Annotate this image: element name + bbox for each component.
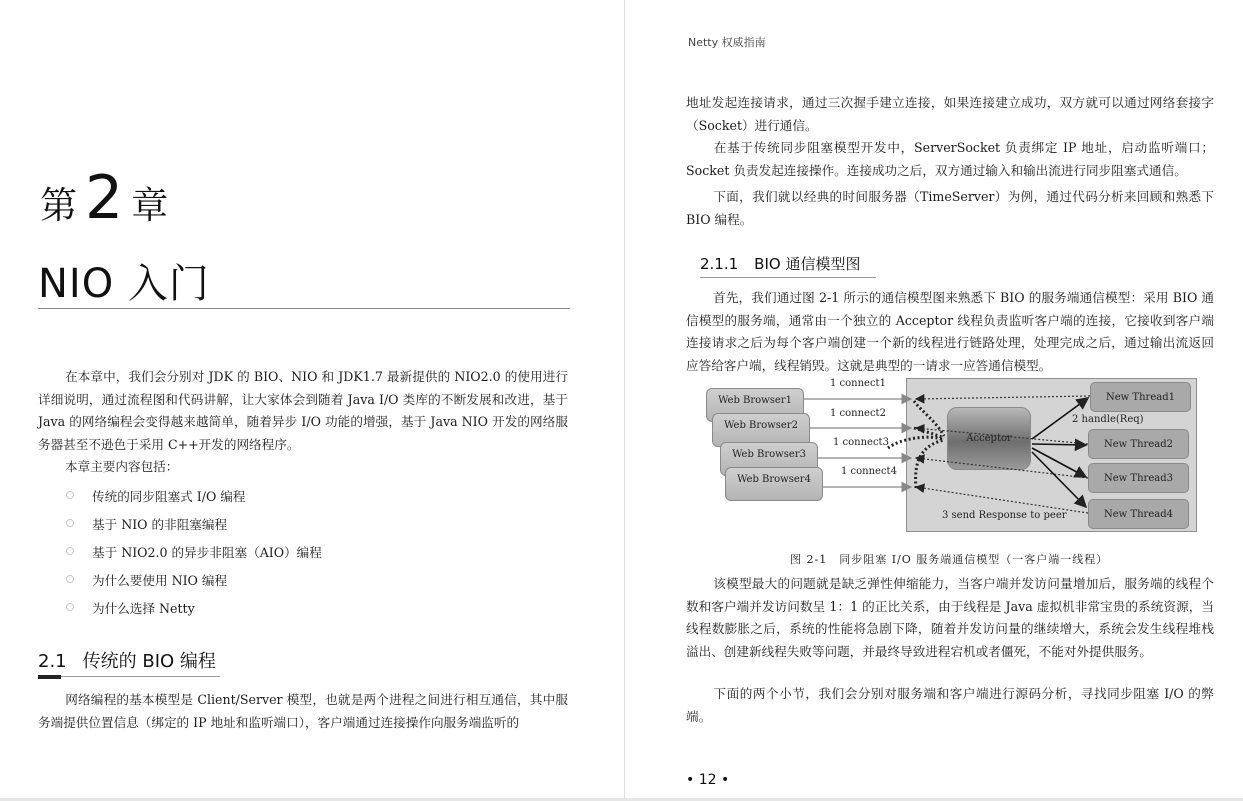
section-paragraph — [38, 689, 568, 734]
contents-intro — [38, 456, 568, 479]
paragraph-1-text: 地址发起连接请求，通过三次握手建立连接，如果连接建立成功，双方就可以通过网络套接字（Socket）进行通信。 — [686, 95, 1214, 133]
section-paragraph-text: 网络编程的基本模型是 Client/Server 模型，也就是两个进程之间进行相互通信，其中服务端提供位置信息（绑定的 IP 地址和监听端口），客户端通过连接操作向服务端监听的 — [38, 692, 568, 730]
paragraph-6 — [686, 683, 1214, 728]
handle-label: 2 handle(Req) — [1072, 414, 1144, 425]
bullet-circle-icon — [66, 575, 74, 583]
intro-text: 在本章中，我们会分别对 JDK 的 BIO、NIO 和 JDK1.7 最新提供的 NIO2.0 的使用进行详细说明，通过流程图和代码讲解，让大家体会到随着 Java I/O 类库的不断发展和改进，基于 Java 的网络编程会变得越来越简单，随着异步 I/O 功能的增强，基于 Java NIO 开发的网络服务器甚至不逊色于采用 C++开发的网络程序。 — [38, 369, 568, 452]
list-item — [66, 509, 322, 537]
paragraph-5 — [686, 573, 1214, 663]
list-item-text: 传统的同步阻塞式 I/O 编程 — [92, 488, 246, 504]
list-item-text: 为什么要使用 NIO 编程 — [92, 572, 228, 588]
chapter-prefix: 第 — [40, 184, 77, 227]
chapter-divider — [38, 308, 570, 309]
page-number: • 12 • — [686, 772, 730, 788]
client-label: Web Browser1 — [718, 395, 792, 406]
subsection-number: 2.1.1 — [700, 255, 739, 273]
connect-label-3: 1 connect3 — [833, 437, 889, 448]
thread-label: New Thread1 — [1106, 391, 1175, 403]
contents-intro-text: 本章主要内容包括： — [65, 459, 179, 474]
bullet-circle-icon — [66, 519, 74, 527]
list-item — [66, 537, 322, 565]
chapter-title: NIO 入门 — [38, 261, 210, 307]
paragraph-4 — [686, 287, 1214, 377]
connect-label-2: 1 connect2 — [830, 408, 886, 419]
bio-model-diagram — [706, 376, 1200, 536]
response-label: 3 send Response to peer — [942, 510, 1067, 521]
chapter-number — [40, 158, 169, 233]
thread-label: New Thread3 — [1104, 472, 1173, 484]
paragraph-6-text: 下面的两个小节，我们会分别对服务端和客户端进行源码分析，寻找同步阻塞 I/O 的弊端。 — [686, 686, 1214, 724]
paragraph-3 — [686, 186, 1214, 231]
section-marker — [38, 675, 61, 679]
diagram-arrows — [706, 376, 1200, 536]
list-item — [66, 593, 322, 621]
figure-caption: 图 2-1 同步阻塞 I/O 服务端通信模型（一客户端一线程） — [790, 553, 1109, 566]
list-item-text: 为什么选择 Netty — [92, 600, 195, 616]
running-head: Netty 权威指南 — [688, 36, 766, 49]
section-title: 传统的 BIO 编程 — [82, 651, 216, 672]
bullet-circle-icon — [66, 603, 74, 611]
bullet-circle-icon — [66, 547, 74, 555]
subsection-title: BIO 通信模型图 — [754, 255, 861, 273]
intro-paragraph — [38, 366, 568, 456]
subsection-heading — [700, 253, 860, 274]
section-number: 2.1 — [38, 651, 67, 672]
acceptor-label: Acceptor — [966, 433, 1012, 444]
client-label: Web Browser4 — [737, 474, 811, 485]
section-underline — [38, 676, 220, 677]
section-heading — [38, 647, 216, 673]
connect-label-4: 1 connect4 — [841, 466, 897, 477]
chapter-digit: 2 — [85, 163, 124, 233]
paragraph-5-text: 该模型最大的问题就是缺乏弹性伸缩能力，当客户端并发访问量增加后，服务端的线程个数和客户端并发访问数呈 1：1 的正比关系，由于线程是 Java 虚拟机非常宝贵的系统资源，当线程数膨胀之后，系统的性能将急剧下降，随着并发访问量的继续增大，系统会发生线程堆栈溢出、创建新线程失败等问题，并最终导致进程宕机或者僵死，不能对外提供服务。 — [686, 576, 1214, 659]
paragraph-3-text: 下面，我们就以经典的时间服务器（TimeServer）为例，通过代码分析来回顾和熟悉下 BIO 编程。 — [686, 189, 1214, 227]
thread-label: New Thread2 — [1104, 438, 1173, 450]
list-item — [66, 481, 322, 509]
client-label: Web Browser2 — [724, 420, 798, 431]
list-item-text: 基于 NIO 的非阻塞编程 — [92, 516, 228, 532]
subsection-underline — [700, 277, 876, 278]
connect-label-1: 1 connect1 — [830, 378, 886, 389]
paragraph-2-text: 在基于传统同步阻塞模型开发中，ServerSocket 负责绑定 IP 地址，启动监听端口；Socket 负责发起连接操作。连接成功之后，双方通过输入和输出流进行同步阻塞式通信。 — [686, 140, 1214, 178]
chapter-suffix: 章 — [131, 184, 169, 227]
paragraph-1 — [686, 92, 1214, 137]
thread-label: New Thread4 — [1104, 508, 1173, 520]
list-item-text: 基于 NIO2.0 的异步非阻塞（AIO）编程 — [92, 544, 322, 560]
chapter-contents-list — [66, 481, 322, 621]
list-item — [66, 565, 322, 593]
client-label: Web Browser3 — [732, 449, 806, 460]
paragraph-4-text: 首先，我们通过图 2-1 所示的通信模型图来熟悉下 BIO 的服务端通信模型：采用 BIO 通信模型的服务端，通常由一个独立的 Acceptor 线程负责监听客户端的连接，它接收到客户端连接请求之后为每个客户端创建一个新的线程进行链路处理，处理完成之后，通过输出流返回应答给客户端，线程销毁。这就是典型的一请求一应答通信模型。 — [686, 290, 1214, 373]
bullet-circle-icon — [66, 491, 74, 499]
paragraph-2 — [686, 137, 1214, 182]
